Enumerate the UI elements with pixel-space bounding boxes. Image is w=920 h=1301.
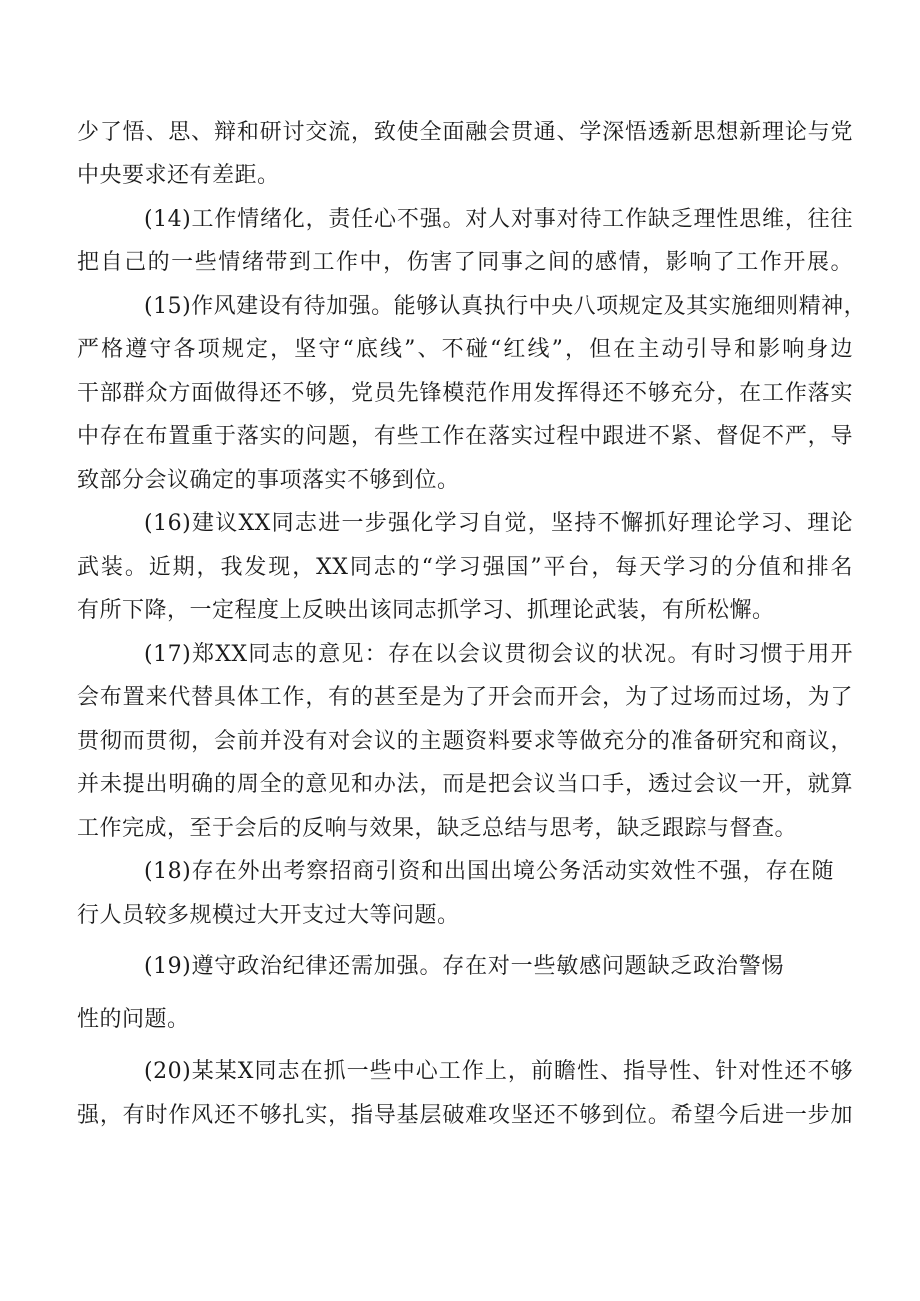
text-line: 会布置来代替具体工作，有的甚至是为了开会而开会，为了过场而过场，为了 bbox=[77, 685, 853, 710]
text-line: (20)某某X同志在抓一些中心工作上，前瞻性、指导性、针对性还不够 bbox=[144, 1059, 853, 1084]
text-line: 贯彻而贯彻，会前并没有对会议的主题资料要求等做充分的准备研究和商议， bbox=[77, 729, 853, 754]
text-line: 性的问题。 bbox=[77, 1007, 190, 1032]
text-line: (14)工作情绪化，责任心不强。对人对事对待工作缺乏理性思维，往往 bbox=[144, 207, 853, 232]
text-line: 少了悟、思、辩和研讨交流，致使全面融会贯通、学深悟透新思想新理论与党 bbox=[77, 120, 853, 145]
text-line: (19)遵守政治纪律还需加强。存在对一些敏感问题缺乏政治警惕 bbox=[144, 954, 784, 979]
text-line: 致部分会议确定的事项落实不够到位。 bbox=[77, 468, 460, 493]
text-line: (18)存在外出考察招商引资和出国出境公务活动实效性不强，存在随 bbox=[144, 859, 834, 884]
text-line: 强，有时作风还不够扎实，指导基层破难攻坚还不够到位。希望今后进一步加 bbox=[77, 1103, 853, 1128]
text-line: 并未提出明确的周全的意见和办法，而是把会议当口手，透过会议一开，就算 bbox=[77, 772, 853, 797]
text-line: 中存在布置重于落实的问题，有些工作在落实过程中跟进不紧、督促不严，导 bbox=[77, 424, 853, 449]
text-line: (15)作风建设有待加强。能够认真执行中央八项规定及其实施细则精神， bbox=[144, 294, 867, 319]
text-line: 严格遵守各项规定，坚守“底线”、不碰“红线”，但在主动引导和影响身边 bbox=[77, 337, 853, 362]
text-line: 有所下降，一定程度上反映出该同志抓学习、抓理论武装，有所松懈。 bbox=[77, 598, 775, 623]
text-line: 武装。近期，我发现，XX同志的“学习强国”平台，每天学习的分值和排名 bbox=[77, 555, 853, 580]
text-line: 把自己的一些情绪带到工作中，伤害了同事之间的感情，影响了工作开展。 bbox=[77, 250, 853, 275]
text-line: 干部群众方面做得还不够，党员先锋模范作用发挥得还不够充分，在工作落实 bbox=[77, 381, 853, 406]
text-line: (16)建议XX同志进一步强化学习自觉，坚持不懈抓好理论学习、理论 bbox=[144, 511, 853, 536]
text-line: 行人员较多规模过大开支过大等问题。 bbox=[77, 903, 460, 928]
text-line: 中央要求还有差距。 bbox=[77, 163, 280, 188]
text-line: 工作完成，至于会后的反响与效果，缺乏总结与思考，缺乏跟踪与督查。 bbox=[77, 816, 798, 841]
text-line: (17)郑XX同志的意见：存在以会议贯彻会议的状况。有时习惯于用开 bbox=[144, 642, 853, 667]
